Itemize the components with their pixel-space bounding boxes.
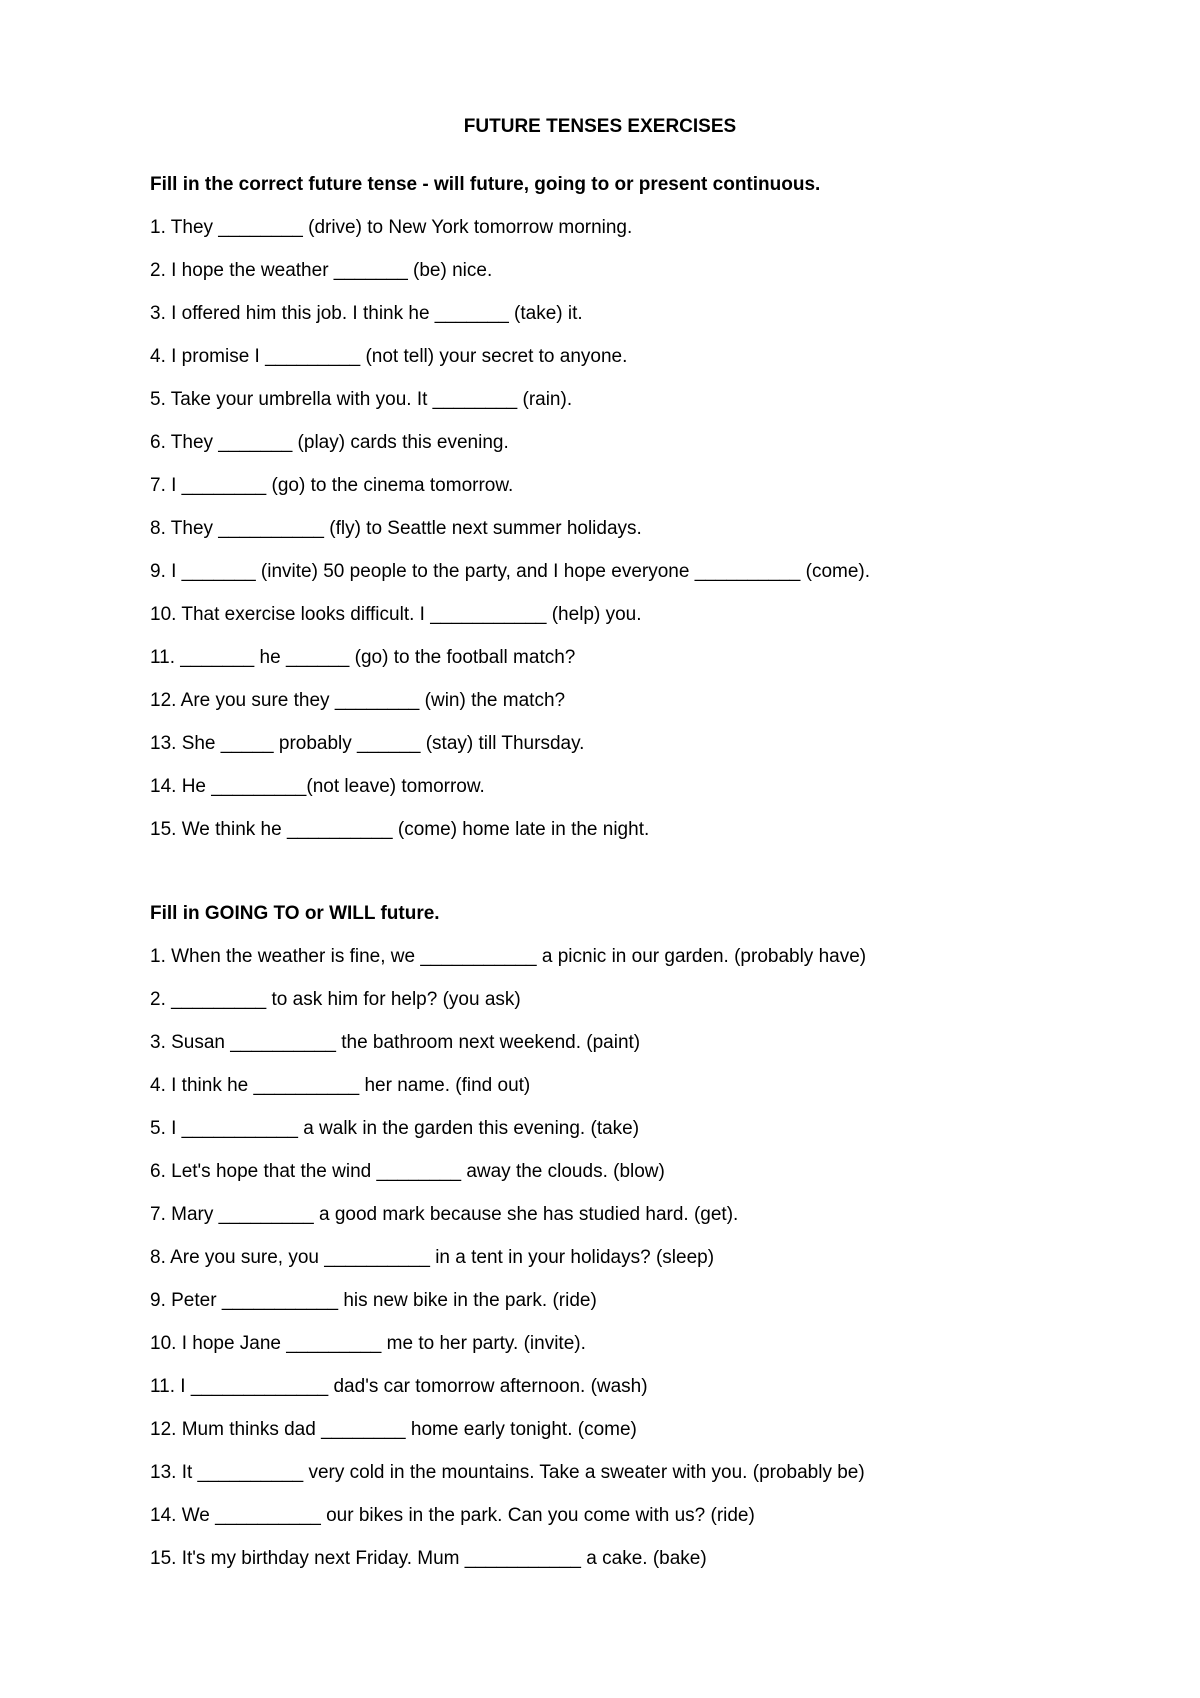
exercise-item: 15. We think he __________ (come) home late in the night. [150, 819, 650, 840]
exercise-item: 7. Mary _________ a good mark because she has studied hard. (get). [150, 1204, 739, 1225]
exercise-item: 14. He _________(not leave) tomorrow. [150, 776, 485, 797]
exercise-item: 8. They __________ (fly) to Seattle next summer holidays. [150, 518, 642, 539]
exercise-item: 13. She _____ probably ______ (stay) till Thursday. [150, 733, 585, 754]
exercise-item: 9. Peter ___________ his new bike in the park. (ride) [150, 1290, 597, 1311]
exercise-item: 2. I hope the weather _______ (be) nice. [150, 260, 493, 281]
exercise-list [150, 217, 1150, 841]
exercise-item: 10. That exercise looks difficult. I ___________ (help) you. [150, 604, 642, 625]
exercise-item: 4. I promise I _________ (not tell) your secret to anyone. [150, 346, 628, 367]
exercise-item: 1. They ________ (drive) to New York tomorrow morning. [150, 217, 633, 238]
exercise-list [150, 946, 1150, 1570]
exercise-item: 2. _________ to ask him for help? (you ask) [150, 989, 521, 1010]
exercise-item: 5. Take your umbrella with you. It ________ (rain). [150, 389, 573, 410]
exercise-item: 11. I _____________ dad's car tomorrow afternoon. (wash) [150, 1376, 648, 1397]
exercise-item: 6. They _______ (play) cards this evening. [150, 432, 509, 453]
exercise-item: 6. Let's hope that the wind ________ away the clouds. (blow) [150, 1161, 665, 1182]
exercise-item: 8. Are you sure, you __________ in a tent in your holidays? (sleep) [150, 1247, 715, 1268]
exercise-item: 3. I offered him this job. I think he _______ (take) it. [150, 303, 583, 324]
exercise-section-1 [150, 174, 1150, 841]
exercise-section-2 [150, 903, 1150, 1570]
exercise-item: 14. We __________ our bikes in the park. Can you come with us? (ride) [150, 1505, 755, 1526]
exercise-item: 13. It __________ very cold in the mountains. Take a sweater with you. (probably be) [150, 1462, 865, 1483]
exercise-item: 4. I think he __________ her name. (find out) [150, 1075, 531, 1096]
page-title: FUTURE TENSES EXERCISES [463, 116, 737, 137]
section-heading: Fill in the correct future tense - will future, going to or present continuous. [150, 174, 821, 195]
exercise-item: 12. Mum thinks dad ________ home early tonight. (come) [150, 1419, 637, 1440]
exercise-item: 11. _______ he ______ (go) to the football match? [150, 647, 576, 668]
section-heading: Fill in GOING TO or WILL future. [150, 903, 440, 924]
exercise-item: 3. Susan __________ the bathroom next weekend. (paint) [150, 1032, 641, 1053]
exercise-item: 5. I ___________ a walk in the garden this evening. (take) [150, 1118, 640, 1139]
exercise-item: 15. It's my birthday next Friday. Mum ___________ a cake. (bake) [150, 1548, 707, 1569]
exercise-item: 10. I hope Jane _________ me to her party. (invite). [150, 1333, 586, 1354]
exercise-item: 1. When the weather is fine, we ___________ a picnic in our garden. (probably have) [150, 946, 867, 967]
exercise-item: 7. I ________ (go) to the cinema tomorrow. [150, 475, 514, 496]
exercise-item: 9. I _______ (invite) 50 people to the party, and I hope everyone __________ (come). [150, 561, 871, 582]
exercise-item: 12. Are you sure they ________ (win) the match? [150, 690, 566, 711]
